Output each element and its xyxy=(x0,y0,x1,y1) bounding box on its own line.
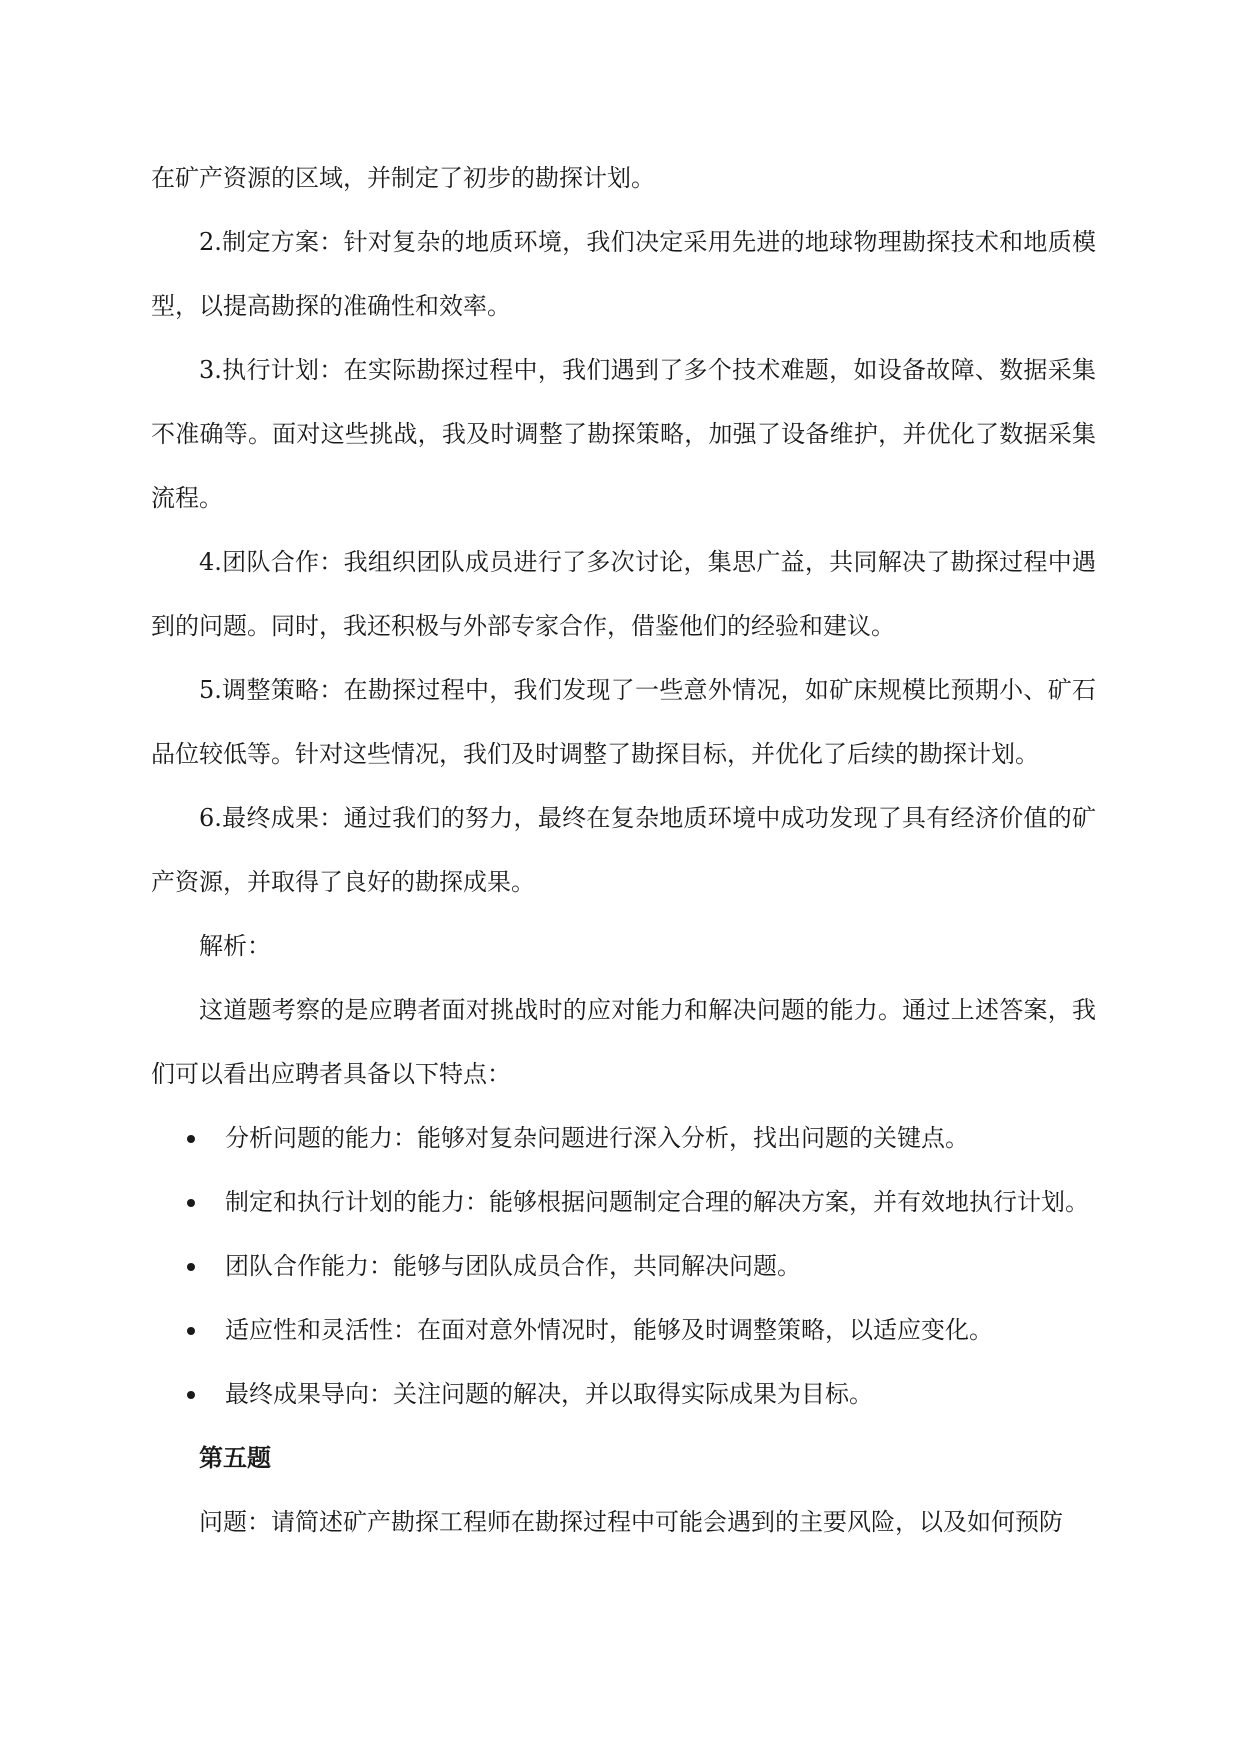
step-paragraph: 6.最终成果：通过我们的努力，最终在复杂地质环境中成功发现了具有经济价值的矿产资源，并取得了良好的勘探成果。 xyxy=(151,804,1096,896)
step-paragraph: 5.调整策略：在勘探过程中，我们发现了一些意外情况，如矿床规模比预期小、矿石品位较低等。针对这些情况，我们及时调整了勘探目标，并优化了后续的勘探计划。 xyxy=(151,676,1096,768)
list-item-text: 分析问题的能力：能够对复杂问题进行深入分析，找出问题的关键点。 xyxy=(225,1124,969,1152)
analysis-paragraph: 这道题考察的是应聘者面对挑战时的应对能力和解决问题的能力。通过上述答案，我们可以看出应聘者具备以下特点： xyxy=(151,996,1096,1088)
list-item-text: 制定和执行计划的能力：能够根据问题制定合理的解决方案，并有效地执行计划。 xyxy=(225,1188,1089,1216)
bullet-icon xyxy=(187,1135,195,1143)
bullet-icon xyxy=(187,1263,195,1271)
list-item xyxy=(151,1234,1096,1298)
step-paragraph: 3.执行计划：在实际勘探过程中，我们遇到了多个技术难题，如设备故障、数据采集不准确等。面对这些挑战，我及时调整了勘探策略，加强了设备维护，并优化了数据采集流程。 xyxy=(151,356,1096,512)
step-paragraph: 2.制定方案：针对复杂的地质环境，我们决定采用先进的地球物理勘探技术和地质模型，以提高勘探的准确性和效率。 xyxy=(151,228,1096,320)
analysis-label: 解析： xyxy=(199,932,271,960)
bullet-icon xyxy=(187,1327,195,1335)
list-item-text: 团队合作能力：能够与团队成员合作，共同解决问题。 xyxy=(225,1252,801,1280)
list-item xyxy=(151,1298,1096,1362)
list-item-text: 最终成果导向：关注问题的解决，并以取得实际成果为目标。 xyxy=(225,1380,873,1408)
section-heading: 第五题 xyxy=(199,1443,271,1472)
question-paragraph: 问题：请简述矿产勘探工程师在勘探过程中可能会遇到的主要风险，以及如何预防 xyxy=(199,1508,1063,1536)
traits-list xyxy=(151,1106,1096,1426)
document-content xyxy=(151,146,1096,1554)
list-item-text: 适应性和灵活性：在面对意外情况时，能够及时调整策略，以适应变化。 xyxy=(225,1316,993,1344)
bullet-icon xyxy=(187,1391,195,1399)
bullet-icon xyxy=(187,1199,195,1207)
paragraph-continuation: 在矿产资源的区域，并制定了初步的勘探计划。 xyxy=(151,164,655,192)
list-item xyxy=(151,1170,1096,1234)
list-item xyxy=(151,1362,1096,1426)
step-paragraph: 4.团队合作：我组织团队成员进行了多次讨论，集思广益，共同解决了勘探过程中遇到的问题。同时，我还积极与外部专家合作，借鉴他们的经验和建议。 xyxy=(151,548,1096,640)
list-item xyxy=(151,1106,1096,1170)
